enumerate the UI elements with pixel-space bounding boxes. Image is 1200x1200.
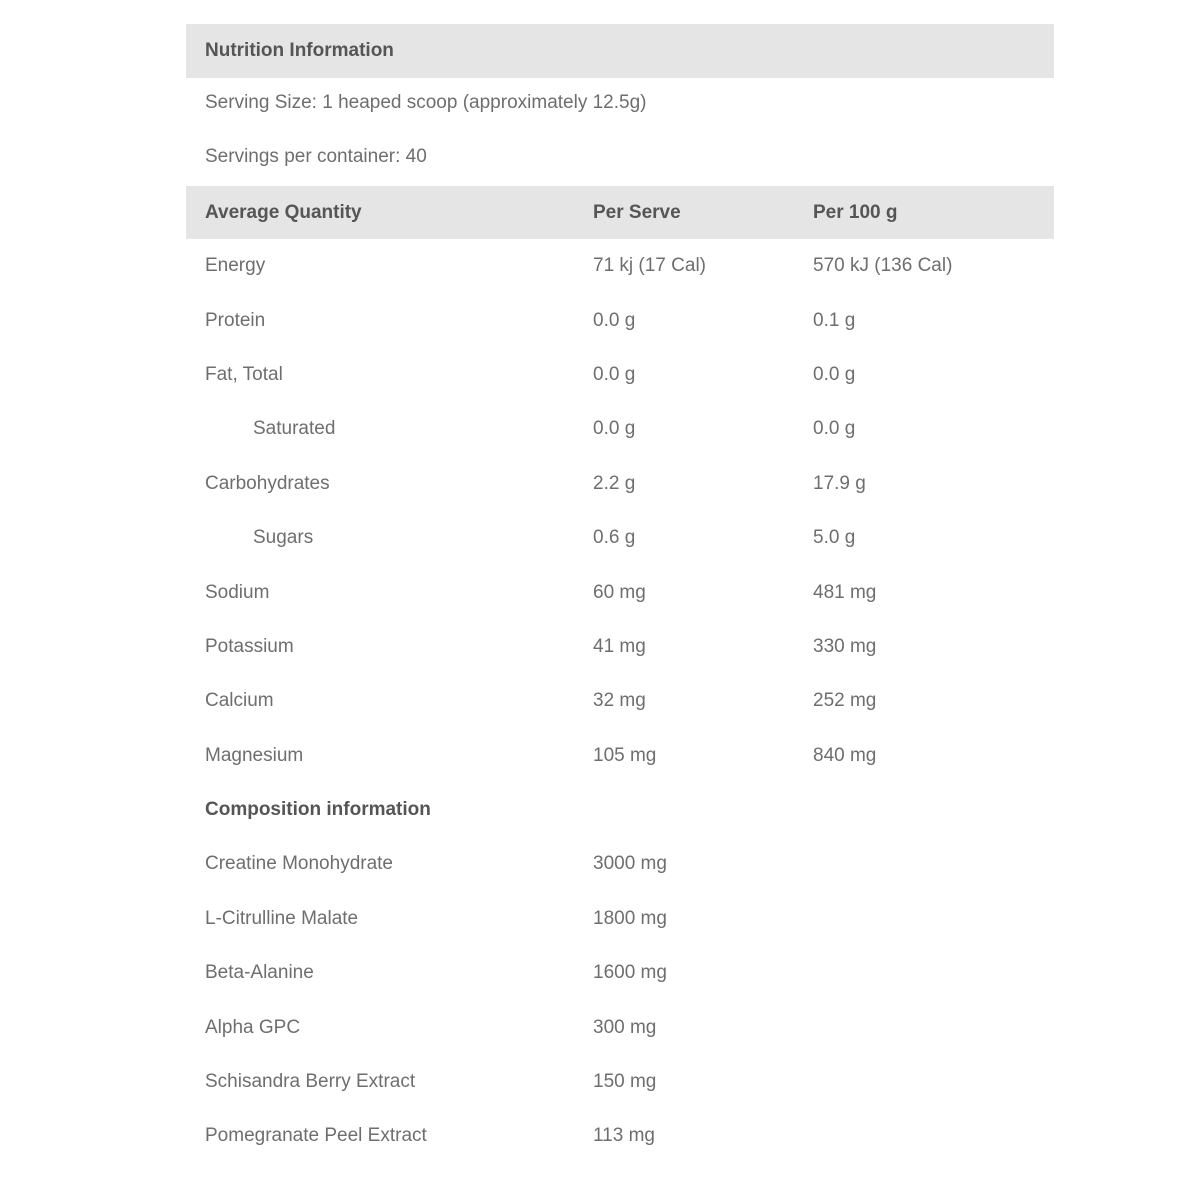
row-per-serve-value: 0.6 g [593, 527, 636, 549]
servings-per-container-text: Servings per container: 40 [205, 146, 427, 167]
table-row [186, 565, 1054, 619]
row-label: Magnesium [205, 744, 304, 766]
row-label: Schisandra Berry Extract [205, 1071, 416, 1093]
table-row [186, 348, 1054, 402]
table-body [186, 239, 1054, 1164]
row-per-serve-value: 300 mg [593, 1016, 657, 1038]
table-row [186, 1055, 1054, 1109]
column-header-per-100g: Per 100 g [813, 201, 898, 223]
table-row [186, 511, 1054, 565]
row-per-serve-value: 60 mg [593, 581, 646, 603]
row-per-serve-value: 0.0 g [593, 309, 636, 331]
table-row [186, 620, 1054, 674]
row-label: Beta-Alanine [205, 962, 314, 984]
table-row [186, 1109, 1054, 1163]
row-per-serve-value: 105 mg [593, 744, 657, 766]
table-row [186, 457, 1054, 511]
row-per-serve-value: 32 mg [593, 690, 646, 712]
row-per-serve-value: 71 kj (17 Cal) [593, 255, 706, 277]
section-title: Nutrition Information [205, 40, 394, 61]
row-per-100g-value: 0.0 g [813, 418, 856, 440]
section-header-bar [186, 24, 1054, 78]
row-label: Sodium [205, 581, 270, 603]
nutrition-panel [186, 24, 1054, 1164]
row-per-100g-value: 330 mg [813, 635, 877, 657]
table-row [186, 892, 1054, 946]
column-header-average-quantity: Average Quantity [205, 201, 362, 223]
table-row [186, 783, 1054, 837]
row-per-serve-value: 1600 mg [593, 962, 667, 984]
table-row [186, 729, 1054, 783]
row-per-serve-value: 150 mg [593, 1071, 657, 1093]
table-row [186, 1000, 1054, 1054]
row-label: Carbohydrates [205, 472, 330, 494]
row-per-100g-value: 481 mg [813, 581, 877, 603]
row-per-100g-value: 5.0 g [813, 527, 856, 549]
row-label: Potassium [205, 635, 294, 657]
row-label: Protein [205, 309, 266, 331]
nutrition-table [186, 186, 1054, 1164]
row-per-100g-value: 570 kJ (136 Cal) [813, 255, 953, 277]
row-label: Creatine Monohydrate [205, 853, 393, 875]
row-per-serve-value: 113 mg [593, 1125, 655, 1147]
row-per-serve-value: 1800 mg [593, 907, 667, 929]
row-per-serve-value: 3000 mg [593, 853, 667, 875]
row-per-100g-value: 0.0 g [813, 363, 856, 385]
row-label: Saturated [253, 418, 336, 440]
row-per-serve-value: 0.0 g [593, 363, 636, 385]
row-label: Pomegranate Peel Extract [205, 1125, 427, 1147]
row-label: Alpha GPC [205, 1016, 301, 1038]
table-row [186, 837, 1054, 891]
row-label: Sugars [253, 527, 314, 549]
row-per-serve-value: 41 mg [593, 635, 646, 657]
row-label: L-Citrulline Malate [205, 907, 359, 929]
table-row [186, 293, 1054, 347]
row-per-serve-value: 0.0 g [593, 418, 636, 440]
row-per-100g-value: 0.1 g [813, 309, 856, 331]
row-per-100g-value: 840 mg [813, 744, 877, 766]
column-header-per-serve: Per Serve [593, 201, 681, 223]
row-label: Energy [205, 255, 266, 277]
row-label: Calcium [205, 690, 274, 712]
serving-size-text: Serving Size: 1 heaped scoop (approximately 12.5g) [205, 92, 647, 113]
table-row [186, 674, 1054, 728]
row-label: Composition information [205, 799, 431, 821]
row-per-100g-value: 252 mg [813, 690, 877, 712]
table-row [186, 946, 1054, 1000]
row-per-serve-value: 2.2 g [593, 472, 636, 494]
row-label: Fat, Total [205, 363, 283, 385]
table-header-row [186, 186, 1054, 239]
row-per-100g-value: 17.9 g [813, 472, 866, 494]
table-row [186, 402, 1054, 456]
table-row [186, 239, 1054, 293]
